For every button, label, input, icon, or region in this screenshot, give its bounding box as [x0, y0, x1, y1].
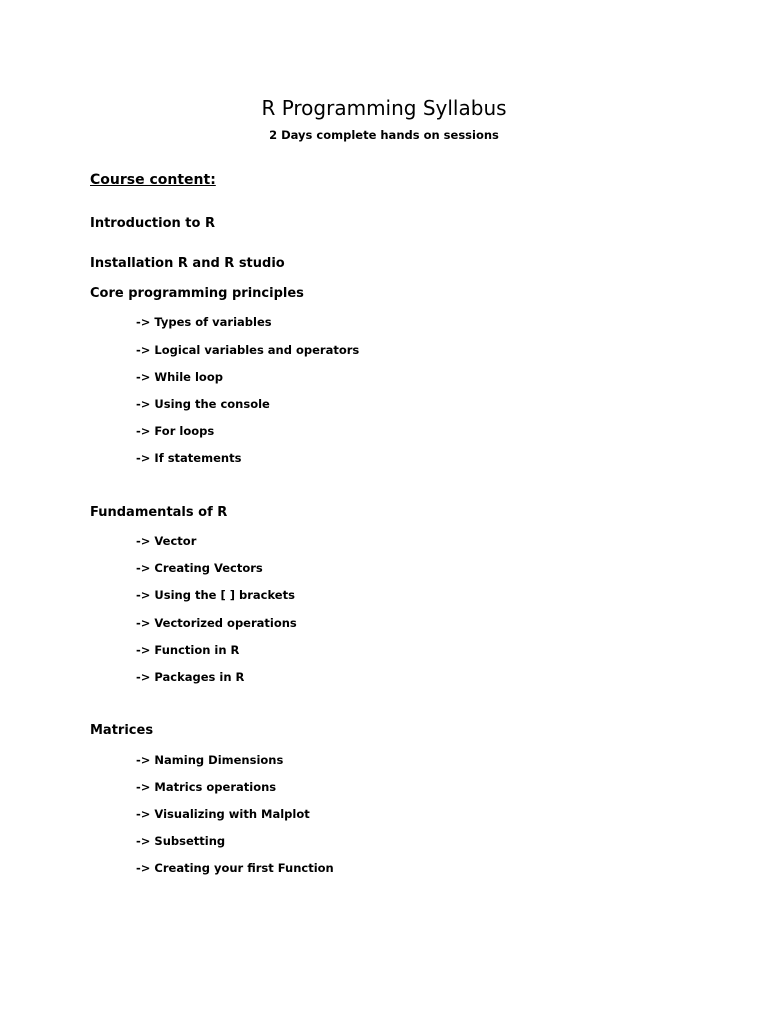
list-item: -> Naming Dimensions [136, 753, 284, 767]
section-introduction: Introduction to R [90, 216, 215, 231]
list-item: -> Visualizing with Malplot [136, 807, 310, 821]
list-item: -> Vectorized operations [136, 616, 297, 630]
course-content-heading: Course content: [90, 172, 216, 188]
page-title: R Programming Syllabus [261, 96, 507, 120]
section-matrices: Matrices [90, 723, 154, 738]
list-item: -> Logical variables and operators [136, 343, 360, 357]
list-item: -> For loops [136, 424, 215, 438]
list-item: -> Types of variables [136, 315, 272, 329]
list-item: -> Function in R [136, 643, 240, 657]
section-fundamentals: Fundamentals of R [90, 505, 228, 520]
list-item: -> Matrics operations [136, 780, 277, 794]
list-item: -> Vector [136, 534, 197, 548]
list-item: -> Subsetting [136, 834, 226, 848]
page-subtitle: 2 Days complete hands on sessions [269, 128, 499, 142]
list-item: -> Creating Vectors [136, 561, 263, 575]
list-item: -> If statements [136, 451, 242, 465]
list-item: -> While loop [136, 370, 223, 384]
list-item: -> Packages in R [136, 670, 245, 684]
list-item: -> Using the [ ] brackets [136, 588, 295, 602]
section-core-programming: Core programming principles [90, 286, 304, 301]
list-item: -> Creating your first Function [136, 861, 334, 875]
section-installation: Installation R and R studio [90, 256, 285, 271]
list-item: -> Using the console [136, 397, 270, 411]
